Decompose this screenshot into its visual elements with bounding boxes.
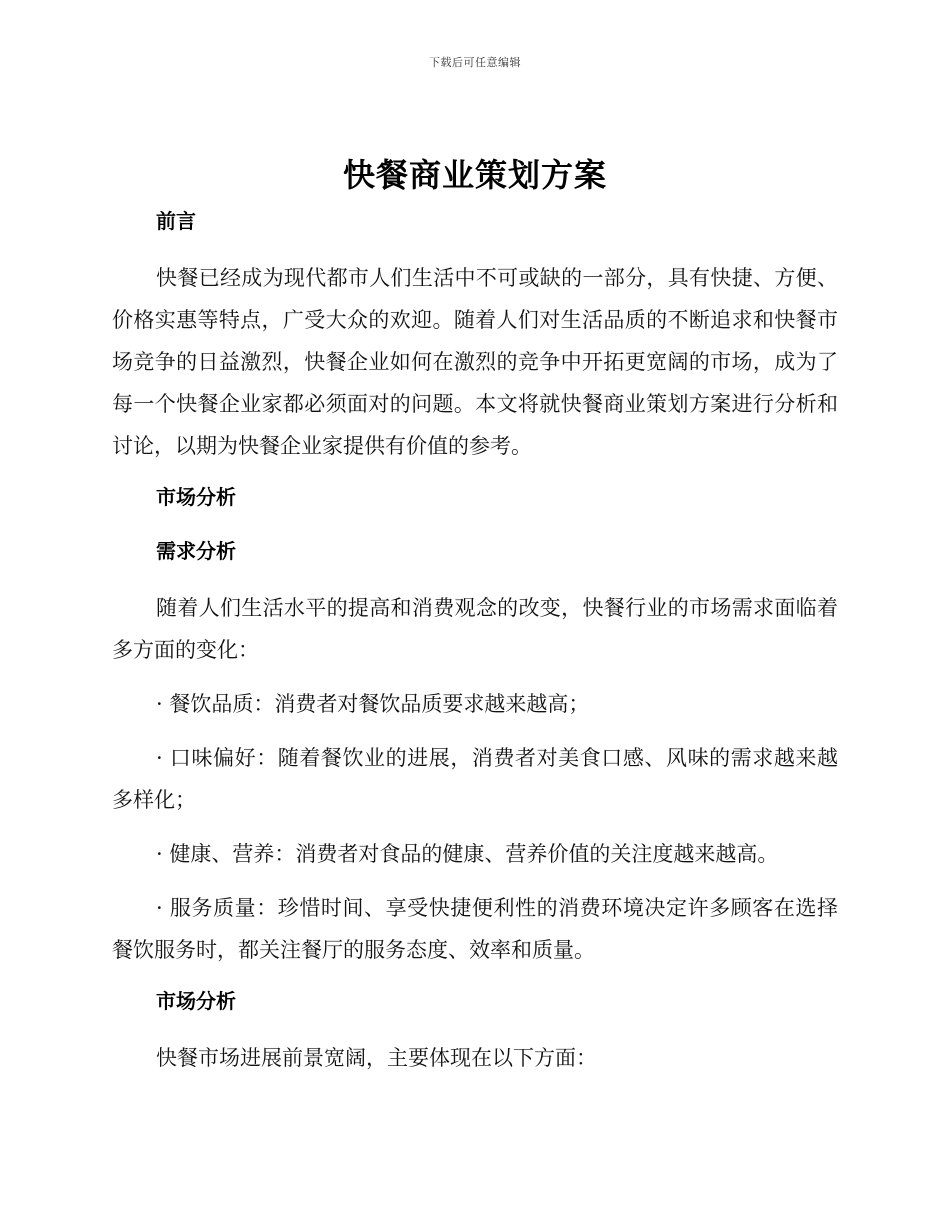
bullet-item: · 健康、营养：消费者对食品的健康、营养价值的关注度越来越高。 — [156, 842, 779, 866]
section-heading-demand-analysis: 需求分析 — [156, 539, 236, 563]
bullet-item: · 餐饮品质：消费者对餐饮品质要求越来越高； — [156, 692, 590, 716]
demand-paragraph: 随着人们生活水平的提高和消费观念的改变，快餐行业的市场需求面临着多方面的变化： — [112, 596, 838, 662]
market-paragraph: 快餐市场进展前景宽阔，主要体现在以下方面： — [156, 1046, 597, 1070]
document-body — [112, 203, 838, 1091]
section-heading-market-analysis-2: 市场分析 — [156, 989, 236, 1013]
section-heading-preface: 前言 — [156, 209, 196, 233]
preface-paragraph: 快餐已经成为现代都市人们生活中不可或缺的一部分，具有快捷、方便、价格实惠等特点，广受大众的欢迎。随着人们对生活品质的不断追求和快餐市场竞争的日益激烈，快餐企业如何在激烈的竞争中开拓更宽阔的市场，成为了每一个快餐企业家都必须面对的问题。本文将就快餐商业策划方案进行分析和讨论，以期为快餐企业家提供有价值的参考。 — [112, 266, 838, 458]
header-note: 下载后可任意编辑 — [429, 56, 521, 69]
document-title: 快餐商业策划方案 — [342, 156, 607, 194]
bullet-item: · 口味偏好：随着餐饮业的进展，消费者对美食口感、风味的需求越来越多样化； — [112, 746, 838, 812]
section-heading-market-analysis: 市场分析 — [156, 485, 236, 509]
bullet-item: · 服务质量：珍惜时间、享受快捷便利性的消费环境决定许多顾客在选择餐饮服务时，都关注餐厅的服务态度、效率和质量。 — [112, 896, 838, 962]
